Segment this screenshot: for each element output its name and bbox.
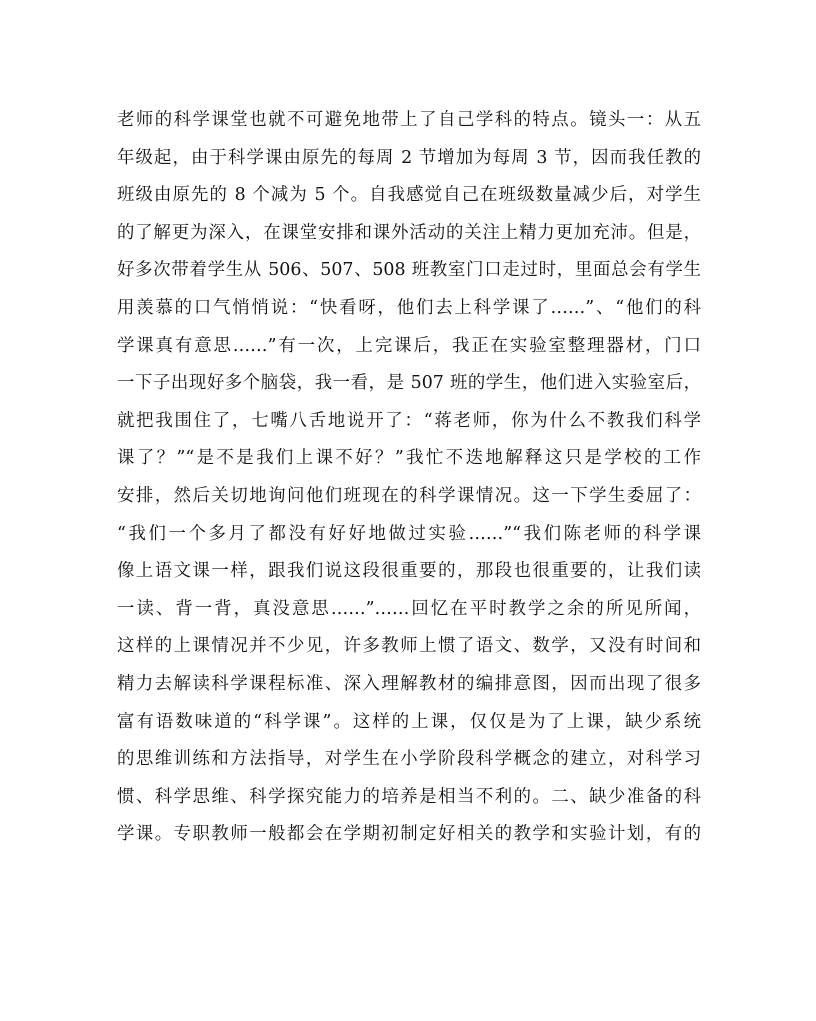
text-line: 年级起，由于科学课由原先的每周 2 节增加为每周 3 节，因而我任教的: [117, 147, 701, 168]
text-line: 一下子出现好多个脑袋，我一看，是 507 班的学生，他们进入实验室后，: [117, 373, 701, 394]
body-text: [117, 102, 701, 854]
text-line: 精力去解读科学课程标准、深入理解教材的编排意图，因而出现了很多: [117, 673, 701, 694]
text-line: 惯、科学思维、科学探究能力的培养是相当不利的。二、缺少准备的科: [117, 786, 701, 807]
text-line: 的了解更为深入，在课堂安排和课外活动的关注上精力更加充沛。但是，: [117, 222, 701, 243]
text-line: 富有语数味道的“科学课”。这样的上课，仅仅是为了上课，缺少系统: [117, 711, 701, 732]
text-line: 学课。专职教师一般都会在学期初制定好相关的教学和实验计划，有的: [117, 824, 701, 845]
text-line: 班级由原先的 8 个减为 5 个。自我感觉自己在班级数量减少后，对学生: [117, 185, 701, 206]
text-line: 的思维训练和方法指导，对学生在小学阶段科学概念的建立，对科学习: [117, 749, 701, 770]
text-line: 学课真有意思……”有一次，上完课后，我正在实验室整理器材，门口: [117, 335, 701, 356]
text-line: 安排，然后关切地询问他们班现在的科学课情况。这一下学生委屈了：: [117, 485, 701, 506]
text-line: 一读、背一背，真没意思……”……回忆在平时教学之余的所见所闻，: [117, 598, 701, 619]
text-line: 就把我围住了，七嘴八舌地说开了：“蒋老师，你为什么不教我们科学: [117, 410, 701, 431]
text-line: 老师的科学课堂也就不可避免地带上了自己学科的特点。镜头一：从五: [117, 110, 701, 130]
text-line: 用羡慕的口气悄悄说：“快看呀，他们去上科学课了……”、“他们的科: [117, 297, 701, 318]
text-line: 像上语文课一样，跟我们说这段很重要的，那段也很重要的，让我们读: [117, 561, 701, 582]
text-line: 好多次带着学生从 506、507、508 班教室门口走过时，里面总会有学生: [117, 260, 701, 281]
text-line: 这样的上课情况并不少见，许多教师上惯了语文、数学，又没有时间和: [117, 636, 701, 657]
text-line: “我们一个多月了都没有好好地做过实验……”“我们陈老师的科学课: [117, 523, 701, 544]
text-line: 课了？”“是不是我们上课不好？”我忙不迭地解释这只是学校的工作: [117, 448, 701, 469]
